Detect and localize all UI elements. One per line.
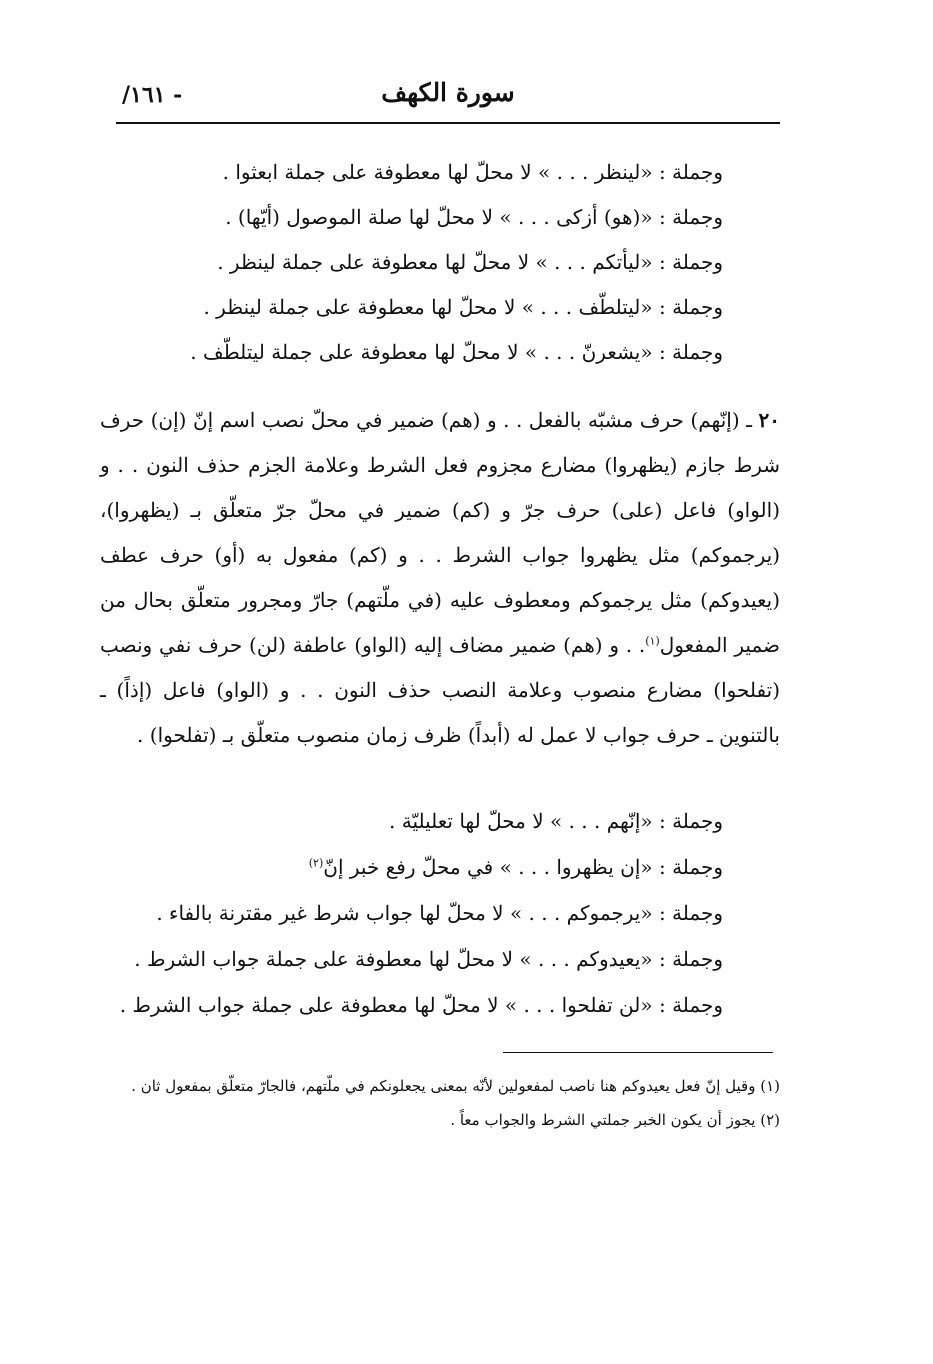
sentence-list-verse-20 xyxy=(119,798,723,1028)
sentence-item: وجملة : «يرجموكم . . . » لا محلّ لها جواب شرط غير مقترنة بالفاء . xyxy=(156,901,723,925)
sentence-item: وجملة : «لن تفلحوا . . . » لا محلّ لها معطوفة على جملة جواب الشرط . xyxy=(119,993,723,1017)
sentence-item: وجملة : «لينظر . . . » لا محلّ لها معطوفة على جملة ابعثوا . xyxy=(222,160,723,184)
sentence-item xyxy=(163,844,723,890)
footnote-ref-2: (٢) xyxy=(308,856,324,870)
surah-title: سورة الكهف xyxy=(381,78,515,107)
page-number: - ١٦١/ xyxy=(122,82,183,108)
page-header xyxy=(116,70,780,124)
footnotes xyxy=(100,1072,780,1140)
sentence-item: وجملة : «يعيدوكم . . . » لا محلّ لها معطوفة على جملة جواب الشرط . xyxy=(134,947,723,971)
footnote-ref-1: (١) xyxy=(645,634,660,648)
verse-20-parsing xyxy=(100,398,780,758)
verse-number: ٢٠ xyxy=(758,408,780,432)
parsing-text-part-b: . . و (هم) ضمير مضاف إليه (الواو) عاطفة (لن) حرف نفي ونصب (تفلحوا) مضارع منصوب وعلامة النصب حذف النون . . و (الواو) فاعل (إذاً) ـ بالتنوين ـ حرف جواب لا عمل له (أبداً) ظرف زمان منصوب متعلّق بـ (تفلحوا) . xyxy=(100,633,781,747)
sentence-item: وجملة : «ليتلطّف . . . » لا محلّ لها معطوفة على جملة لينظر . xyxy=(203,295,723,319)
footnote-1: (١) وقيل إنّ فعل يعيدوكم هنا ناصب لمفعولين لأنّه بمعنى يجعلونكم في ملّتهم، فالجارّ متعلّق بمفعول ثان . xyxy=(131,1077,780,1095)
sentence-item: وجملة : «(هو) أزكى . . . » لا محلّ لها صلة الموصول (أيّها) . xyxy=(225,205,723,229)
sentence-list-verse-19 xyxy=(163,150,723,375)
sentence-text: وجملة : «إن يظهروا . . . » في محلّ رفع خبر إنّ xyxy=(323,855,723,879)
footnote-2: (٢) يجوز أن يكون الخبر جملتي الشرط والجواب معاً . xyxy=(450,1111,780,1129)
sentence-item: وجملة : «ليأتكم . . . » لا محلّ لها معطوفة على جملة لينظر . xyxy=(217,250,723,274)
footnote-divider xyxy=(503,1052,773,1053)
parsing-text-part-a: ـ (إنّهم) حرف مشبّه بالفعل . . و (هم) ضمير في محلّ نصب اسم إنّ (إن) حرف شرط جازم (يظهروا) مضارع مجزوم فعل الشرط وعلامة الجزم حذف النون . . و (الواو) فاعل (على) حرف جرّ و (كم) ضمير في محلّ جرّ متعلّق بـ (يظهروا)، (يرجموكم) مثل يظهروا جواب الشرط . . و (كم) مفعول به (أو) حرف عطف (يعيدوكم) مثل يرجموكم ومعطوف عليه (في ملّتهم) جارّ ومجرور متعلّق بحال من ضمير المفعول xyxy=(100,408,780,657)
sentence-item: وجملة : «إنّهم . . . » لا محلّ لها تعليليّة . xyxy=(389,809,723,833)
sentence-item: وجملة : «يشعرنّ . . . » لا محلّ لها معطوفة على جملة ليتلطّف . xyxy=(190,340,723,364)
